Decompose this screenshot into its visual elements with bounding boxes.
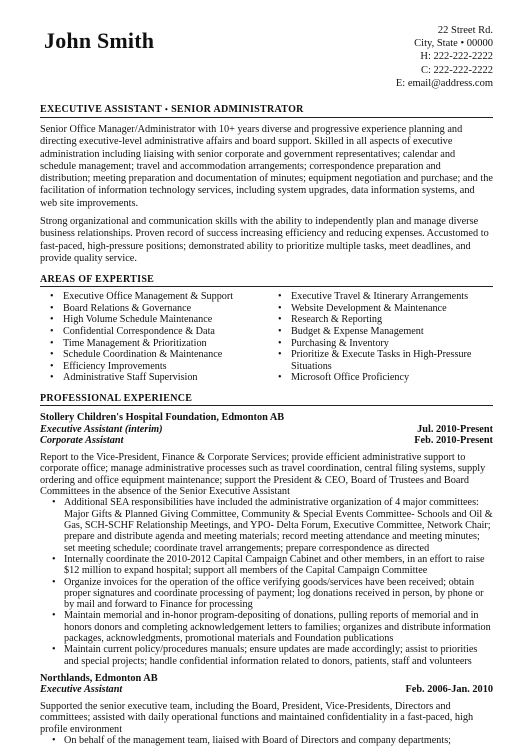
role-secondary: SENIOR ADMINISTRATOR — [171, 104, 304, 115]
role-heading — [40, 104, 493, 118]
job-bullet: • Internally coordinate the 2010-2012 Capital Campaign Cabinet and other members, in an effort to raise $12 million to expand hospital; support all members of the Capital Campaign Committee — [52, 554, 493, 577]
job-entry-northlands — [40, 673, 493, 747]
expertise-item: • Budget & Expense Management — [278, 326, 493, 338]
expertise-item: • Board Relations & Governance — [50, 303, 272, 315]
job-bullets — [40, 735, 493, 746]
job-title: Executive Assistant (interim) — [40, 423, 163, 435]
job-bullet: • Additional SEA responsibilities have included the administrative organization of 4 major committees: Major Gifts & Planned Giving Committee, Community & Special Events Committee- Schools and Oil & Gas, SCH-SCHF Relationship Meetings, and YPO- Delta Forum, Executive Committee, Network Chair; prepare and distribute agenda and meeting materials; record meeting attendance and meeting minutes; set meeting schedule; coordinate travel arrangements; prepare correspondence as directed — [52, 497, 493, 553]
job-bullet: • Maintain memorial and in-honor program-depositing of donations, pulling reports of memorial and in honors donors and completing acknowledgement letters to families; organizes and distribute information packages, acknowledgments, promotional materials and Foundation publications — [52, 610, 493, 644]
city-line: City, State • 00000 — [414, 38, 493, 50]
expertise-item: • Efficiency Improvements — [50, 361, 272, 373]
job-dates: Feb. 2006-Jan. 2010 — [405, 684, 493, 696]
expertise-item: • Website Development & Maintenance — [278, 303, 493, 315]
job-title-row — [40, 424, 493, 436]
expertise-item: • Time Management & Prioritization — [50, 338, 272, 350]
role-primary: EXECUTIVE ASSISTANT — [40, 104, 162, 115]
job-title: Corporate Assistant — [40, 435, 124, 447]
expertise-list — [40, 291, 493, 384]
job-summary: Supported the senior executive team, including the Board, President, Vice-Presidents, Directors and committees; assisted with daily operational functions and maintained confidentiality in a fast-paced, high profile environment — [40, 701, 474, 735]
candidate-name: John Smith — [44, 28, 155, 53]
expertise-item: • Confidential Correspondence & Data — [50, 326, 272, 338]
summary-paragraph-1: Senior Office Manager/Administrator with 10+ years diverse and progressive experience planning and directing executive-level administrative affairs and board support. Skilled in all aspects of executive administration including liaising with senior corporate and government representatives; calendar and schedule management; travel and accommodation arrangements; correspondence preparation and distribution; meeting preparation and documentation of minutes; equipment negotiation and purchase; and the facilitation of information technology services, including system upgrades, data information systems, and web site improvements. — [40, 124, 493, 209]
role-separator: • — [164, 105, 169, 114]
job-bullet: • On behalf of the management team, liaised with Board of Directors and company departments; — [52, 735, 493, 746]
summary-paragraph-2: Strong organizational and communication skills with the ability to independently plan and manage diverse business relationships. Proven record of success increasing efficiency and reducing expenses. Accustomed to fast-paced, high-pressure positions; demonstrated ability to prioritize multiple tasks, meet deadlines, and provide quality service. — [40, 216, 489, 264]
resume-header — [40, 24, 493, 106]
expertise-item: • Research & Reporting — [278, 314, 493, 326]
job-bullet: • Maintain current policy/procedures manuals; ensure updates are made accordingly; assist to priorities and special projects; handle confidential information related to donors, patients, staff and volunteers — [52, 644, 493, 667]
expertise-item: • Executive Office Management & Support — [50, 291, 272, 303]
expertise-item: • Schedule Coordination & Maintenance — [50, 349, 272, 361]
job-company-row — [40, 673, 493, 685]
cell-phone: C: 222-222-2222 — [420, 64, 493, 76]
expertise-item: • Purchasing & Inventory — [278, 338, 493, 350]
job-company: Stollery Children's Hospital Foundation, Edmonton AB — [40, 412, 285, 424]
resume-page — [8, 4, 517, 747]
expertise-column-left — [40, 291, 272, 384]
job-title-row — [40, 684, 493, 696]
expertise-heading: AREAS OF EXPERTISE — [40, 274, 493, 287]
experience-heading: PROFESSIONAL EXPERIENCE — [40, 393, 493, 406]
expertise-item: • Administrative Staff Supervision — [50, 372, 272, 384]
job-title-row — [40, 435, 493, 447]
expertise-item: • High Volume Schedule Maintenance — [50, 314, 272, 326]
expertise-column-right — [272, 291, 493, 384]
job-company: Northlands, Edmonton AB — [40, 672, 158, 684]
contact-block — [396, 24, 493, 90]
job-summary: Report to the Vice-President, Finance & Corporate Services; provide efficient administrative support to corporate office; manage administrative processes such as travel coordination, central filing systems, supply ordering and office equipment maintenance; support the President & CEO, Board of Trustees and Board Committees in the absence of the Senior Executive Assistant — [40, 451, 486, 498]
expertise-item: • Microsoft Office Proficiency — [278, 372, 493, 384]
job-title: Executive Assistant — [40, 684, 123, 696]
address-line: 22 Street Rd. — [437, 25, 493, 36]
job-bullet: • Organize invoices for the operation of the office verifying goods/services have been received; obtain proper signatures and coordinate processing of payment; log donations received in person, by phone or by mail and forward to Finance for processing — [52, 577, 493, 611]
job-dates: Jul. 2010-Present — [417, 423, 493, 435]
home-phone: H: 222-222-2222 — [420, 51, 493, 63]
job-dates: Feb. 2010-Present — [414, 435, 493, 447]
expertise-item: • Executive Travel & Itinerary Arrangements — [278, 291, 493, 303]
email-line: E: email@address.com — [395, 77, 493, 89]
job-entry-stollery — [40, 412, 493, 667]
job-bullets — [40, 497, 493, 666]
expertise-item: • Prioritize & Execute Tasks in High-Pressure Situations — [278, 349, 493, 372]
